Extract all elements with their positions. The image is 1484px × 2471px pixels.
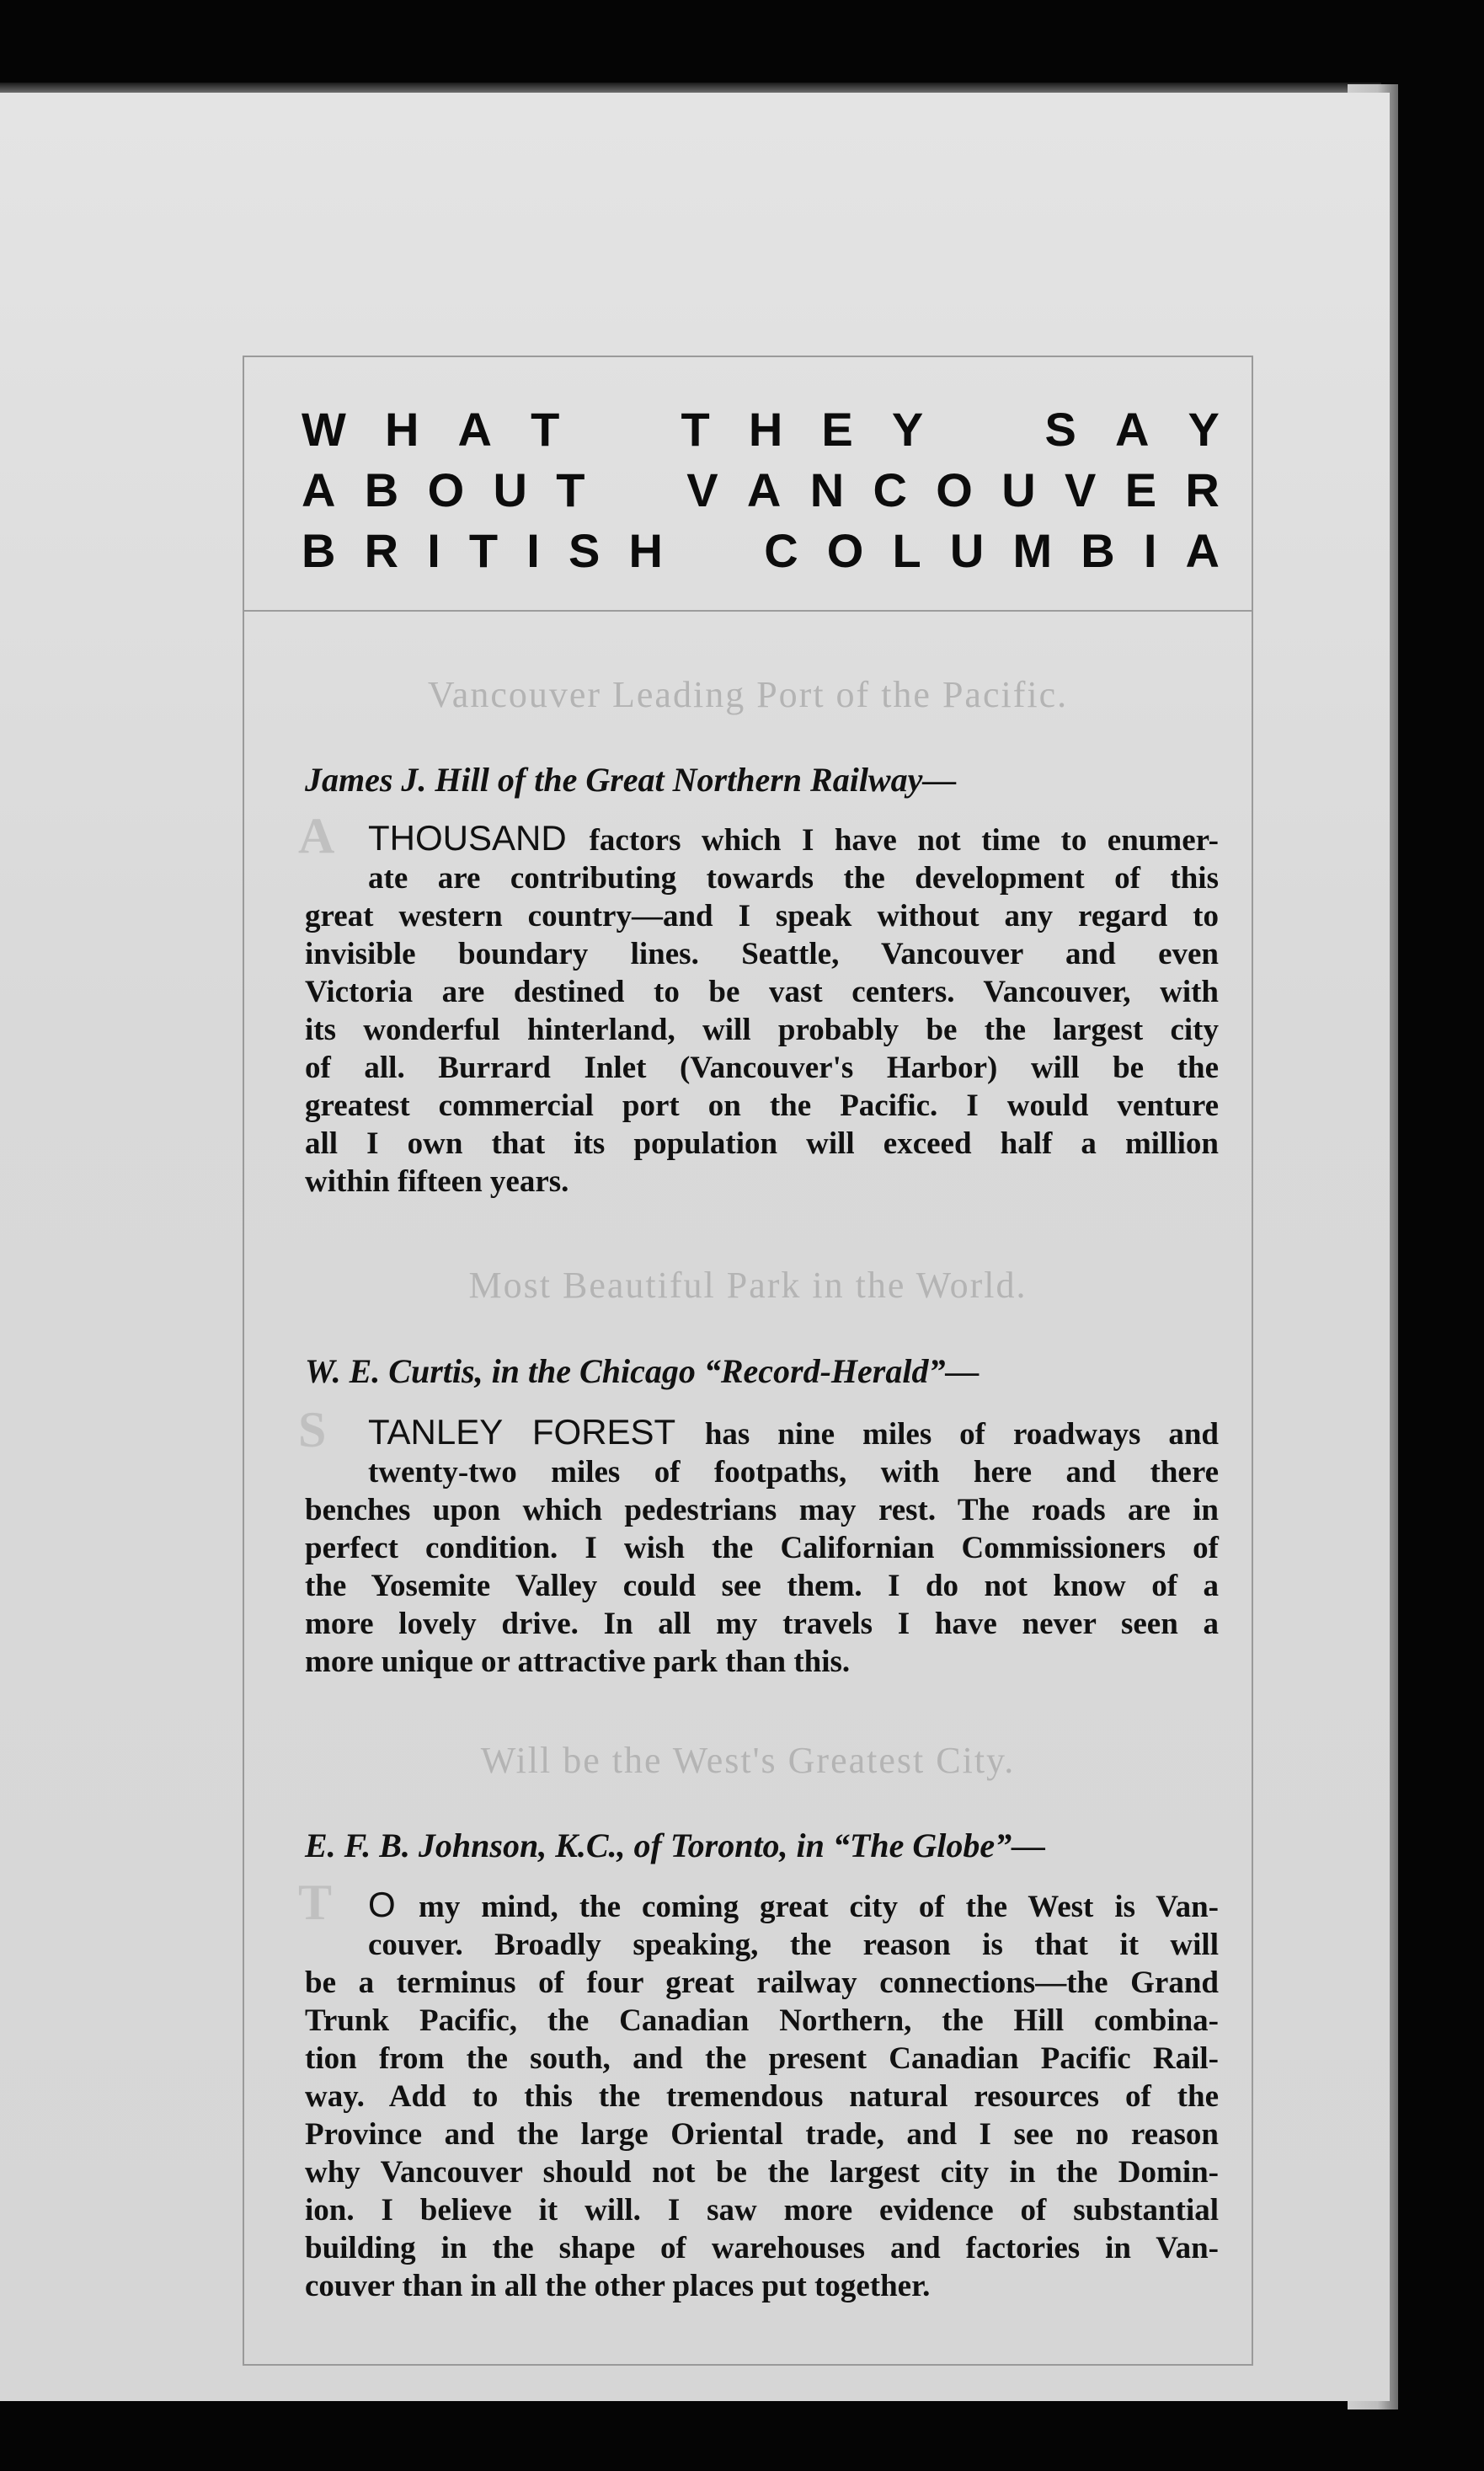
title-letter: I — [1143, 524, 1157, 577]
section-heading-1: Vancouver Leading Port of the Pacific. — [427, 674, 1069, 715]
title-letter: B — [302, 524, 336, 577]
quote-line: ate are contributing towards the development of this — [368, 861, 1219, 896]
title-letter: A — [1185, 524, 1220, 577]
title-letter: A — [746, 463, 782, 516]
quote-line: couver. Broadly speaking, the reason is that it will — [368, 1928, 1219, 1962]
quote-paragraph-1 — [298, 808, 1219, 1201]
title-letter: E — [821, 403, 853, 456]
quote-line: building in the shape of warehouses and factories in Van- — [305, 2231, 1219, 2265]
title-line-2 — [302, 463, 1220, 516]
title-letter: C — [764, 524, 798, 577]
title-letter: Y — [1188, 403, 1220, 456]
quote-line: greatest commercial port on the Pacific. I would venture — [305, 1088, 1219, 1123]
title-letter: T — [531, 403, 560, 456]
title-letter: R — [1185, 463, 1220, 516]
quote-line: great western country—and I speak without any regard to — [305, 899, 1219, 933]
drop-cap-2: S — [298, 1402, 327, 1457]
title-letter: A — [302, 463, 336, 516]
quote-line: TANLEY FOREST has nine miles of roadways and — [368, 1412, 1219, 1452]
quote-paragraph-2 — [298, 1402, 1219, 1681]
title-letter: T — [556, 463, 585, 516]
quote-line: be a terminus of four great railway connections—the Grand — [305, 1966, 1219, 2000]
drop-cap-1: A — [298, 808, 335, 864]
quote-line: of all. Burrard Inlet (Vancouver's Harbor) will be the — [305, 1051, 1219, 1085]
title-letter: U — [949, 524, 985, 577]
attribution-2: W. E. Curtis, in the Chicago “Record-Herald”— — [305, 1352, 980, 1390]
title-letter: L — [892, 524, 921, 577]
title-letter: V — [1065, 463, 1097, 516]
title-letter: T — [468, 524, 499, 577]
quote-line: O my mind, the coming great city of the West is Van- — [368, 1885, 1219, 1924]
title-letter: I — [526, 524, 540, 577]
quote-line: Victoria are destined to be vast centers. Vancouver, with — [305, 975, 1219, 1009]
title-letter: T — [681, 403, 710, 456]
title-letter: O — [826, 524, 864, 577]
title-block — [244, 357, 1252, 612]
title-letter: R — [364, 524, 399, 577]
quote-line: Trunk Pacific, the Canadian Northern, the Hill combina- — [305, 2003, 1219, 2038]
title-word-gap — [962, 406, 1006, 453]
attribution-3: E. F. B. Johnson, K.C., of Toronto, in “The Globe”— — [305, 1827, 1046, 1864]
quote-line: the Yosemite Valley could see them. I do not know of a — [305, 1569, 1219, 1603]
title-letter: O — [936, 463, 973, 516]
quote-line: within fifteen years. — [305, 1164, 569, 1199]
title-word-gap — [614, 467, 658, 514]
quote-line: couver than in all the other places put together. — [305, 2269, 931, 2303]
quote-line: more unique or attractive park than this. — [305, 1645, 851, 1679]
quote-lines-1 — [305, 819, 1219, 1201]
title-letter: V — [686, 463, 718, 516]
quote-line: perfect condition. I wish the Californian Commissioners of — [305, 1531, 1219, 1565]
title-line-3 — [302, 524, 1220, 577]
title-letter: A — [457, 403, 492, 456]
title-word-gap — [598, 406, 642, 453]
title-letter: A — [1114, 403, 1150, 456]
quote-line: its wonderful hinterland, will probably be the largest city — [305, 1013, 1219, 1047]
title-letter: H — [628, 524, 663, 577]
title-letter: B — [364, 463, 399, 516]
quote-line: twenty-two miles of footpaths, with here and there — [368, 1455, 1219, 1490]
title-letter: O — [427, 463, 465, 516]
quote-line: invisible boundary lines. Seattle, Vancouver and even — [305, 937, 1219, 971]
quote-line: ion. I believe it will. I saw more evidence of substantial — [305, 2193, 1219, 2228]
title-letter: E — [1124, 463, 1157, 516]
quote-line: way. Add to this the tremendous natural resources of the — [305, 2079, 1219, 2114]
quote-line: THOUSAND factors which I have not time to enumer- — [368, 818, 1219, 858]
quote-line: Province and the large Oriental trade, and I see no reason — [305, 2117, 1219, 2152]
quote-line: more lovely drive. In all my travels I have never seen a — [305, 1607, 1219, 1641]
title-word-gap — [691, 527, 735, 575]
lead-word: O — [368, 1885, 419, 1924]
quote-line: benches upon which pedestrians may rest. The roads are in — [305, 1493, 1219, 1527]
title-letter: U — [1001, 463, 1036, 516]
title-letter: H — [748, 403, 783, 456]
title-letter: W — [302, 403, 346, 456]
quote-line: why Vancouver should not be the largest city in the Domin- — [305, 2155, 1219, 2190]
quote-paragraph-3 — [298, 1875, 1219, 2305]
title-letter: U — [493, 463, 527, 516]
title-letter: C — [873, 463, 907, 516]
quote-lines-3 — [305, 1885, 1219, 2305]
quote-lines-2 — [305, 1413, 1219, 1681]
title-letter: I — [427, 524, 440, 577]
quote-line: tion from the south, and the present Canadian Pacific Rail- — [305, 2041, 1219, 2076]
title-line-1 — [302, 403, 1220, 456]
title-letter: N — [809, 463, 845, 516]
attribution-1: James J. Hill of the Great Northern Railway— — [305, 761, 957, 799]
section-heading-3: Will be the West's Greatest City. — [480, 1740, 1016, 1781]
title-letter: B — [1081, 524, 1115, 577]
title-letter: S — [568, 524, 601, 577]
lead-word: TANLEY FOREST — [368, 1412, 705, 1452]
title-letter: M — [1012, 524, 1053, 577]
content-frame — [243, 356, 1253, 2366]
title-letter: H — [384, 403, 419, 456]
lead-word: THOUSAND — [368, 818, 590, 858]
scanned-page — [0, 93, 1390, 2401]
drop-cap-3: T — [298, 1875, 333, 1930]
title-letter: Y — [891, 403, 924, 456]
title-letter: S — [1044, 403, 1076, 456]
quote-line: all I own that its population will exceed half a million — [305, 1126, 1219, 1161]
section-heading-2: Most Beautiful Park in the World. — [468, 1265, 1028, 1306]
